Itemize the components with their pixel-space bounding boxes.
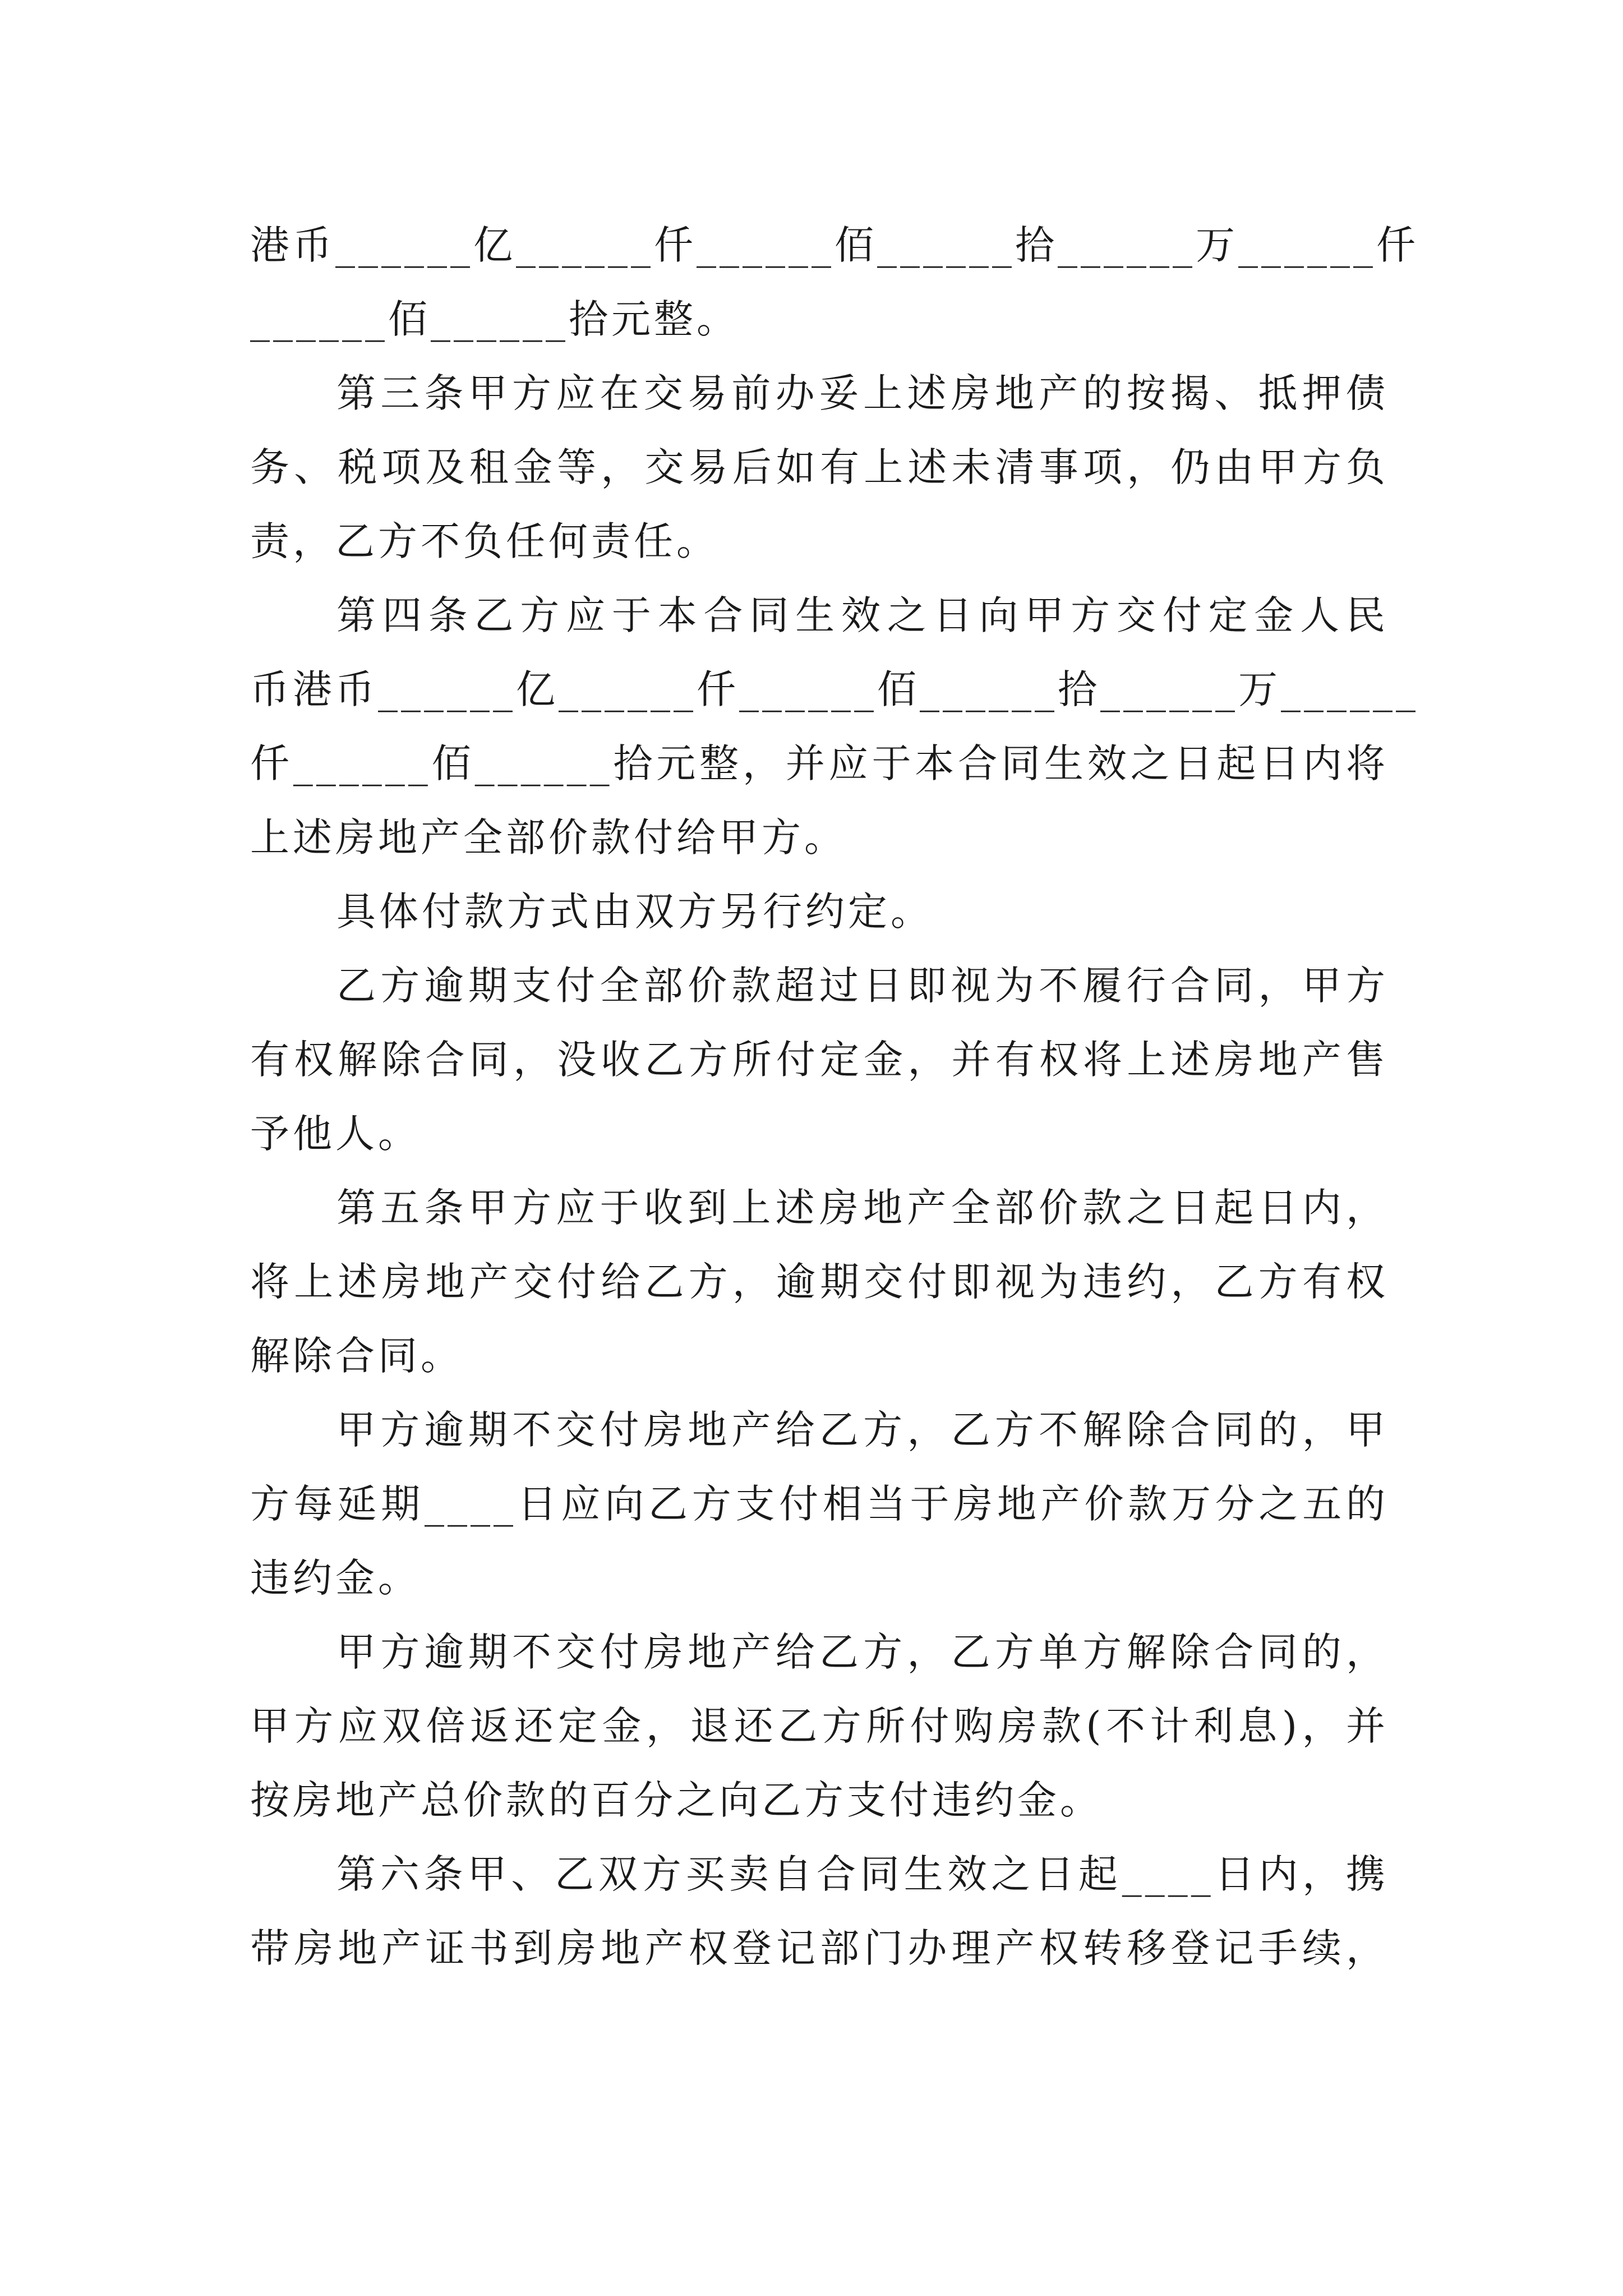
text-line: 有权解除合同，没收乙方所付定金，并有权将上述房地产售 <box>250 1037 1389 1083</box>
text-line: 甲方逾期不交付房地产给乙方，乙方单方解除合同的， <box>336 1629 1389 1675</box>
text-line: 币港币______亿______仟______佰______拾______万______ <box>250 666 1419 712</box>
text-line: 责，乙方不负任何责任。 <box>250 518 719 564</box>
text-line: 具体付款方式由双方另行约定。 <box>336 889 933 935</box>
text-line: 务、税项及租金等，交易后如有上述未清事项，仍由甲方负 <box>250 444 1389 490</box>
text-line: 将上述房地产交付给乙方，逾期交付即视为违约，乙方有权 <box>250 1259 1389 1305</box>
text-line: 方每延期____日应向乙方支付相当于房地产价款万分之五的 <box>250 1481 1389 1527</box>
text-line: 予他人。 <box>250 1111 421 1157</box>
text-line: 仟______佰______拾元整，并应于本合同生效之日起日内将 <box>250 740 1389 786</box>
text-line: ______佰______拾元整。 <box>250 296 739 342</box>
text-line: 甲方应双倍返还定金，退还乙方所付购房款(不计利息)，并 <box>250 1703 1389 1749</box>
text-line: 第六条甲、乙双方买卖自合同生效之日起____日内，携 <box>336 1851 1389 1897</box>
text-line: 港币______亿______仟______佰______拾______万______仟 <box>250 222 1419 268</box>
text-line: 第五条甲方应于收到上述房地产全部价款之日起日内， <box>336 1185 1389 1231</box>
text-line: 乙方逾期支付全部价款超过日即视为不履行合同，甲方 <box>336 963 1389 1009</box>
text-line: 上述房地产全部价款付给甲方。 <box>250 815 847 861</box>
text-line: 甲方逾期不交付房地产给乙方，乙方不解除合同的，甲 <box>336 1407 1389 1453</box>
text-line: 解除合同。 <box>250 1333 463 1379</box>
text-line: 带房地产证书到房地产权登记部门办理产权转移登记手续， <box>250 1925 1389 1971</box>
text-line: 按房地产总价款的百分之向乙方支付违约金。 <box>250 1777 1103 1823</box>
text-line: 第四条乙方应于本合同生效之日向甲方交付定金人民 <box>336 592 1389 638</box>
text-line: 违约金。 <box>250 1555 421 1601</box>
text-line: 第三条甲方应在交易前办妥上述房地产的按揭、抵押债 <box>336 370 1389 416</box>
